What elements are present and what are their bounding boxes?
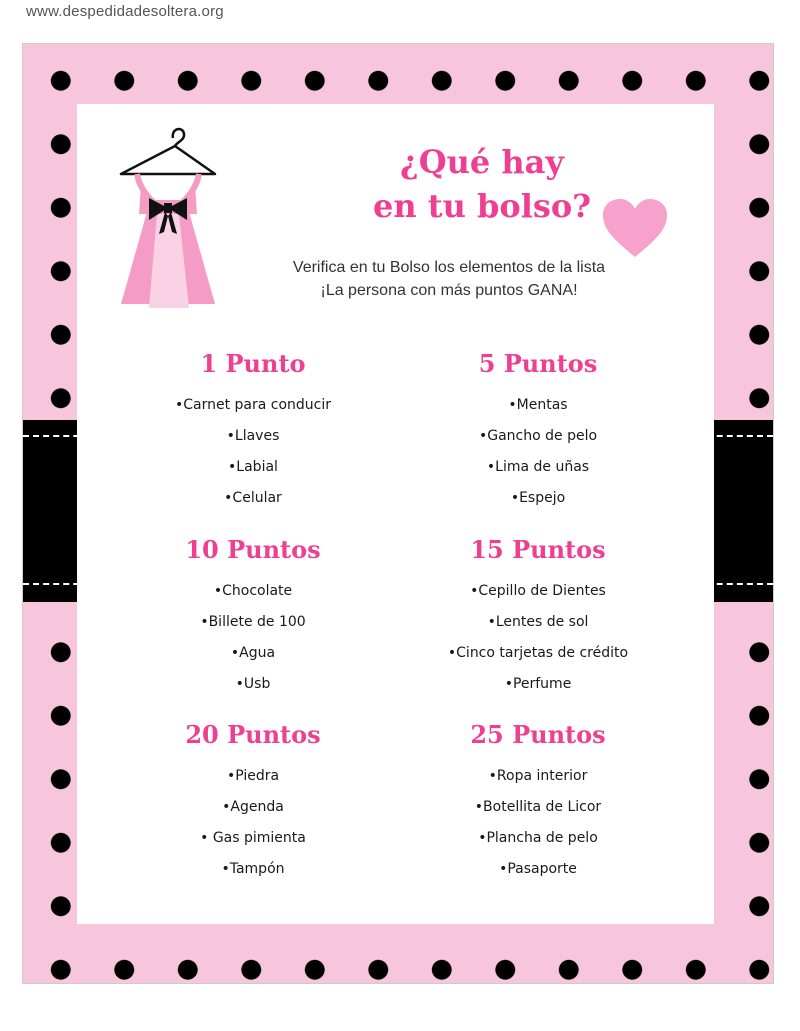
list-item: •Tampón [221, 861, 285, 877]
list-item: •Agua [230, 645, 276, 661]
instructions-line-2: ¡La persona con más puntos GANA! [320, 282, 578, 299]
list-item: •Carnet para conducir [174, 397, 332, 413]
list-item: •Botellita de Licor [474, 799, 602, 815]
item-list [388, 390, 688, 514]
list-item: • Gas pimienta [200, 830, 306, 846]
list-item: •Llaves [226, 428, 280, 444]
section-heading: 5 Puntos [478, 349, 598, 378]
section-heading: 25 Puntos [470, 720, 606, 749]
list-item: •Lentes de sol [487, 614, 589, 630]
list-item: •Usb [235, 676, 271, 692]
list-item: •Mentas [508, 397, 568, 413]
list-item: •Cinco tarjetas de crédito [447, 645, 629, 661]
section-heading: 1 Punto [200, 349, 306, 378]
page-title [322, 140, 642, 228]
polka-dot-frame [22, 43, 774, 984]
game-card [77, 104, 714, 924]
heart-icon [603, 199, 667, 259]
instructions [237, 256, 661, 302]
section-10-puntos [103, 534, 403, 700]
list-item: •Billete de 100 [200, 614, 306, 630]
list-item: •Cepillo de Dientes [470, 583, 606, 599]
section-heading: 20 Puntos [185, 720, 321, 749]
list-item: •Agenda [222, 799, 284, 815]
item-list [103, 576, 403, 700]
section-heading: 10 Puntos [185, 535, 321, 564]
list-item: •Espejo [510, 490, 566, 506]
item-list [388, 576, 688, 700]
section-25-puntos [388, 719, 688, 885]
section-15-puntos [388, 534, 688, 700]
section-1-punto [103, 348, 403, 514]
title-line-2: en tu bolso? [373, 187, 591, 225]
list-item: •Piedra [226, 768, 280, 784]
item-list [388, 761, 688, 885]
dress-hanger-icon [107, 122, 229, 314]
item-list [103, 390, 403, 514]
section-20-puntos [103, 719, 403, 885]
site-url: www.despedidadesoltera.org [26, 3, 224, 20]
section-5-puntos [388, 348, 688, 514]
list-item: •Labial [228, 459, 278, 475]
list-item: •Perfume [504, 676, 572, 692]
title-line-1: ¿Qué hay [400, 143, 564, 181]
section-heading: 15 Puntos [470, 535, 606, 564]
list-item: •Chocolate [213, 583, 293, 599]
list-item: •Lima de uñas [486, 459, 590, 475]
list-item: •Plancha de pelo [478, 830, 598, 846]
list-item: •Celular [224, 490, 282, 506]
list-item: •Ropa interior [488, 768, 588, 784]
instructions-line-1: Verifica en tu Bolso los elementos de la lista [292, 259, 606, 276]
list-item: •Pasaporte [499, 861, 577, 877]
list-item: •Gancho de pelo [478, 428, 598, 444]
item-list [103, 761, 403, 885]
